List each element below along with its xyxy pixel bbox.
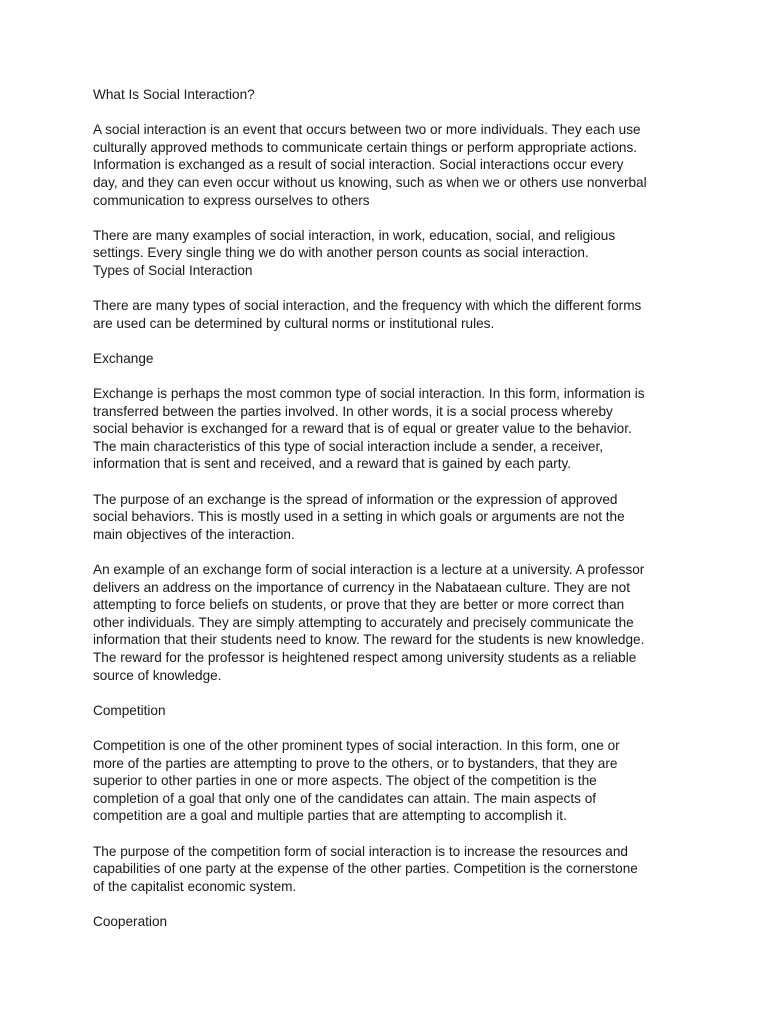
paragraph-exchange-example: An example of an exchange form of social interaction is a lecture at a university. A professor delivers an address on the importance of currency in the Nabataean culture. They are not attempting to force beliefs on students, or prove that they are better or more correct than other individuals. They are simply attempting to accurately and precisely communicate the information that their students need to know. The reward for the students is new knowledge. The reward for the professor is heightened respect among university students as a reliable source of knowledge. bbox=[93, 562, 645, 683]
section-heading-exchange: Exchange bbox=[93, 350, 154, 366]
paragraph-exchange-definition: Exchange is perhaps the most common type of social interaction. In this form, information is transferred between the parties involved. In other words, it is a social process whereby social behavior is exchanged for a reward that is of equal or greater value to the behavior. The main characteristics of this type of social interaction include a sender, a receiver, information that is sent and received, and a reward that is gained by each party. bbox=[93, 386, 645, 472]
paragraph-examples: There are many examples of social interaction, in work, education, social, and religious settings. Every single thing we do with another person counts as social interaction. bbox=[93, 227, 616, 261]
paragraph-definition: A social interaction is an event that occurs between two or more individuals. They each use culturally approved methods to communicate certain things or perform appropriate actions. Information is exchanged as a result of social interaction. Social interactions occur every day, and they can even occur without us knowing, such as when we or others use nonverbal communication to express ourselves to others bbox=[93, 122, 647, 208]
paragraph-competition-definition: Competition is one of the other prominent types of social interaction. In this form, one or more of the parties are attempting to prove to the others, or to bystanders, that they are superior to other parties in one or more aspects. The object of the competition is the completion of a goal that only one of the candidates can attain. The main aspects of competition are a goal and multiple parties that are attempting to accomplish it. bbox=[93, 737, 620, 824]
paragraph-types-intro: There are many types of social interaction, and the frequency with which the different forms are used can be determined by cultural norms or institutional rules. bbox=[93, 298, 642, 331]
section-heading-competition: Competition bbox=[93, 702, 166, 718]
page-title: What Is Social Interaction? bbox=[93, 87, 255, 102]
paragraph-competition-purpose: The purpose of the competition form of social interaction is to increase the resources and capabilities of one party at the expense of the other parties. Competition is the cornerstone of the capitalist economic system. bbox=[93, 843, 638, 894]
section-heading-types: Types of Social Interaction bbox=[93, 262, 253, 278]
section-heading-cooperation: Cooperation bbox=[93, 913, 168, 929]
paragraph-exchange-purpose: The purpose of an exchange is the spread of information or the expression of approved social behaviors. This is mostly used in a setting in which goals or arguments are not the main objectives of the interaction. bbox=[93, 491, 625, 542]
